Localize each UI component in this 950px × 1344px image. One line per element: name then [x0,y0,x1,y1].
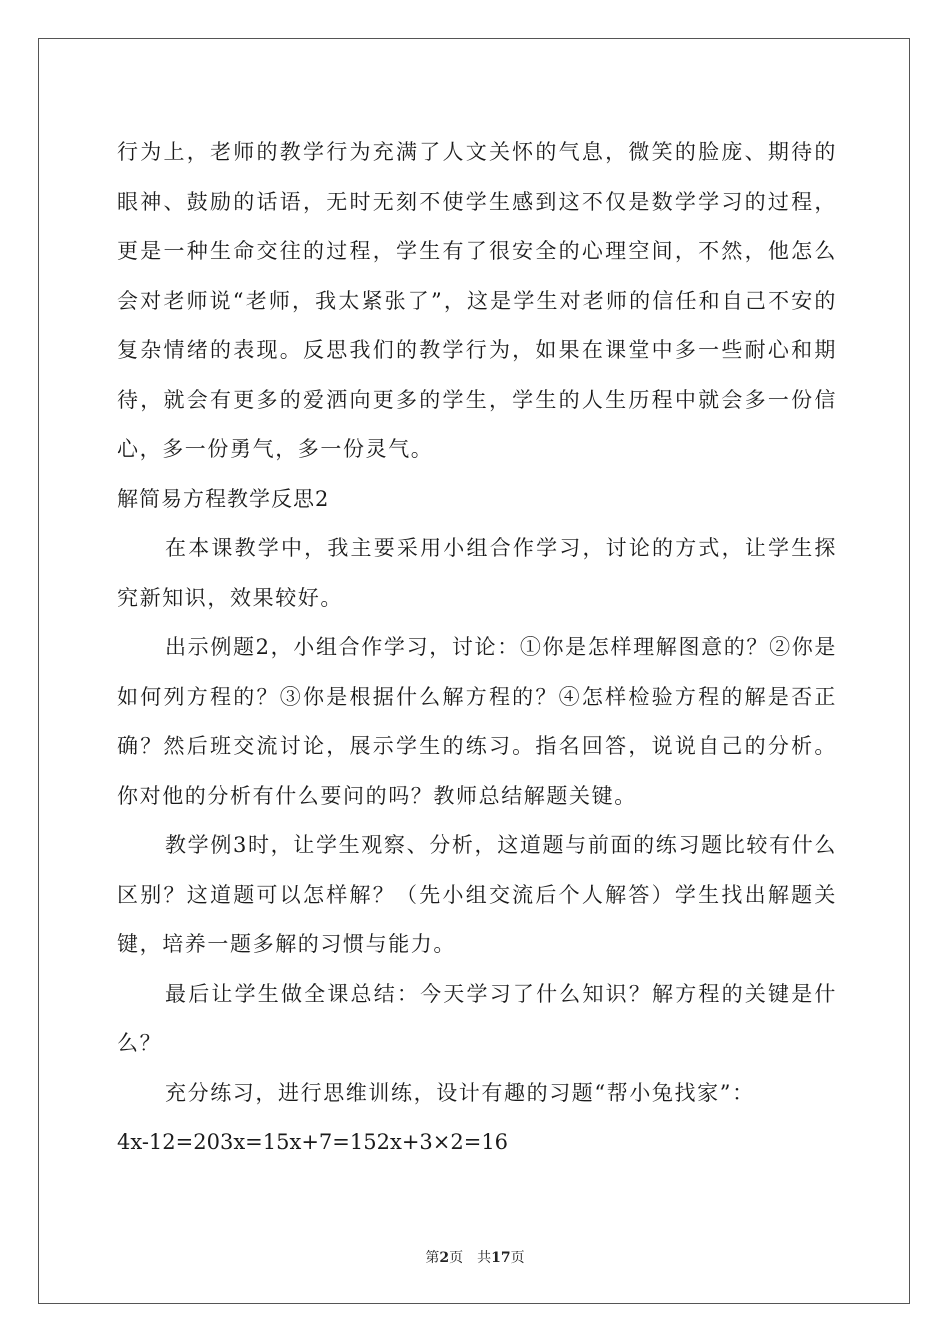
page-prefix: 第 [425,1250,440,1266]
total-prefix: 共 [477,1250,492,1266]
page-suffix: 页 [449,1250,464,1266]
paragraph-practice: 充分练习，进行思维训练，设计有趣的习题“帮小兔找家”： [165,1080,755,1105]
page-footer [0,1247,950,1267]
section-heading: 解简易方程教学反思2 [117,486,330,511]
page-number: 2 [439,1250,450,1266]
equation-line: 4x-12=203x=15x+7=152x+3×2=16 [117,1130,509,1154]
paragraph-continuation: 行为上，老师的教学行为充满了人文关怀的气息，微笑的脸庞、期待的眼神、鼓励的话语，无时无刻不使学生感到这不仅是数学学习的过程，更是一种生命交往的过程，学生有了很安全的心理空间，不然，他怎么会对老师说“老师，我太紧张了”，这是学生对老师的信任和自己不安的复杂情绪的表现。反思我们的教学行为，如果在课堂中多一些耐心和期待，就会有更多的爱洒向更多的学生，学生的人生历程中就会多一份信心，多一份勇气，多一份灵气。 [117,140,837,461]
paragraph-example-2: 出示例题2，小组合作学习，讨论：①你是怎样理解图意的？②你是如何列方程的？③你是根据什么解方程的？④怎样检验方程的解是否正确？然后班交流讨论，展示学生的练习。指名回答，说说自己的分析。你对他的分析有什么要问的吗？教师总结解题关键。 [117,635,837,808]
total-pages: 17 [491,1250,511,1266]
paragraph-example-3: 教学例3时，让学生观察、分析，这道题与前面的练习题比较有什么区别？这道题可以怎样解？（先小组交流后个人解答）学生找出解题关键，培养一题多解的习惯与能力。 [117,833,837,956]
paragraph-method: 在本课教学中，我主要采用小组合作学习，讨论的方式，让学生探究新知识，效果较好。 [117,536,837,610]
paragraph-summary: 最后让学生做全课总结：今天学习了什么知识？解方程的关键是什么？ [117,981,837,1055]
total-suffix: 页 [510,1250,525,1266]
document-body [117,128,837,1168]
